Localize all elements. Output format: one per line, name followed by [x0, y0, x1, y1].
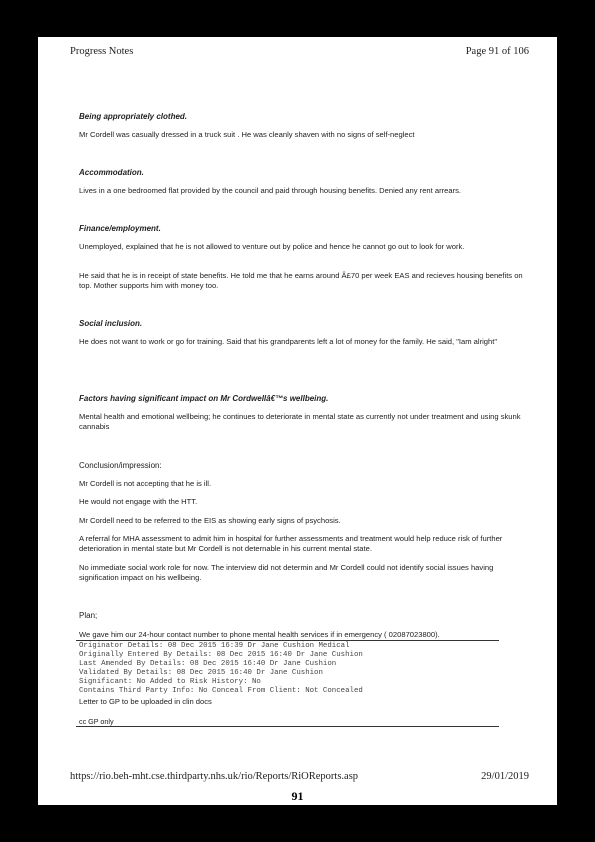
section-text-finance-2: He said that he is in receipt of state benefits. He told me that he earns around Â£70 per week EAS and recieves housing benefits on top. Mother supports him with money too.: [79, 271, 523, 290]
conclusion-paragraph-1: Mr Cordell is not accepting that he is ill.: [79, 479, 212, 488]
section-text-factors: Mental health and emotional wellbeing; he continues to deteriorate in mental state as currently not under treatment and using skunk cannabis: [79, 412, 521, 431]
section-text-accommodation: Lives in a one bedroomed flat provided by the council and paid through housing benefits. Denied any rent arrears.: [79, 186, 462, 195]
section-heading-finance: Finance/employment.: [79, 224, 161, 233]
record-detail-line: Significant: No Added to Risk History: No: [79, 678, 261, 686]
record-detail-line: Originally Entered By Details: 08 Dec 2015 16:40 Dr Jane Cushion: [79, 651, 363, 659]
page-header-page-info: Page 91 of 106: [465, 46, 529, 57]
footer-date: 29/01/2019: [481, 771, 529, 782]
footer-url: https://rio.beh-mht.cse.thirdparty.nhs.uk/rio/Reports/RiOReports.asp: [70, 771, 359, 782]
conclusion-paragraph-4: A referral for MHA assessment to admit him in hospital for further assessments and treatment would help reduce risk of further deterioration in mental state but Mr Cordell is not deternable in his current mental state.: [79, 534, 503, 553]
section-heading-factors: Factors having significant impact on Mr Cordwellâ€™s wellbeing.: [79, 394, 329, 403]
letter-note: Letter to GP to be uploaded in clin docs: [79, 697, 212, 706]
page-header-title: Progress Notes: [70, 46, 134, 57]
document-page: [38, 37, 557, 805]
conclusion-paragraph-5: No immediate social work role for now. The interview did not determin and Mr Cordell could not identify social issues having signification impact on his wellbeing.: [79, 563, 494, 582]
section-text-clothed: Mr Cordell was casually dressed in a truck suit . He was cleanly shaven with no signs of self-neglect: [79, 130, 415, 139]
section-heading-clothed: Being appropriately clothed.: [79, 112, 188, 121]
page-number: 91: [291, 789, 304, 803]
cc-note: cc GP only: [79, 717, 114, 726]
record-detail-line: Validated By Details: 08 Dec 2015 16:40 Dr Jane Cushion: [79, 669, 323, 677]
conclusion-paragraph-3: Mr Cordell need to be referred to the EIS as showing early signs of psychosis.: [79, 516, 341, 525]
record-detail-line: Last Amended By Details: 08 Dec 2015 16:40 Dr Jane Cushion: [79, 660, 337, 668]
plan-divider: [76, 640, 499, 641]
record-detail-line: Originator Details: 08 Dec 2015 16:39 Dr Jane Cushion Medical: [79, 642, 350, 650]
section-text-social: He does not want to work or go for training. Said that his grandparents left a lot of money for the family. He said, "Iam alright": [79, 337, 498, 346]
conclusion-paragraph-2: He would not engage with the HTT.: [79, 497, 198, 506]
section-text-finance-1: Unemployed, explained that he is not allowed to venture out by police and hence he cannot go out to look for work.: [79, 242, 465, 251]
plan-text: We gave him our 24-hour contact number to phone mental health services if in emergency ( 02087023800).: [79, 630, 440, 639]
section-heading-conclusion: Conclusion/impression:: [79, 461, 162, 470]
section-heading-accommodation: Accommodation.: [79, 168, 144, 177]
cc-divider: [76, 726, 499, 727]
section-heading-plan: Plan;: [79, 611, 98, 620]
record-detail-line: Contains Third Party Info: No Conceal From Client: Not Concealed: [79, 687, 363, 695]
section-heading-social: Social inclusion.: [79, 319, 143, 328]
